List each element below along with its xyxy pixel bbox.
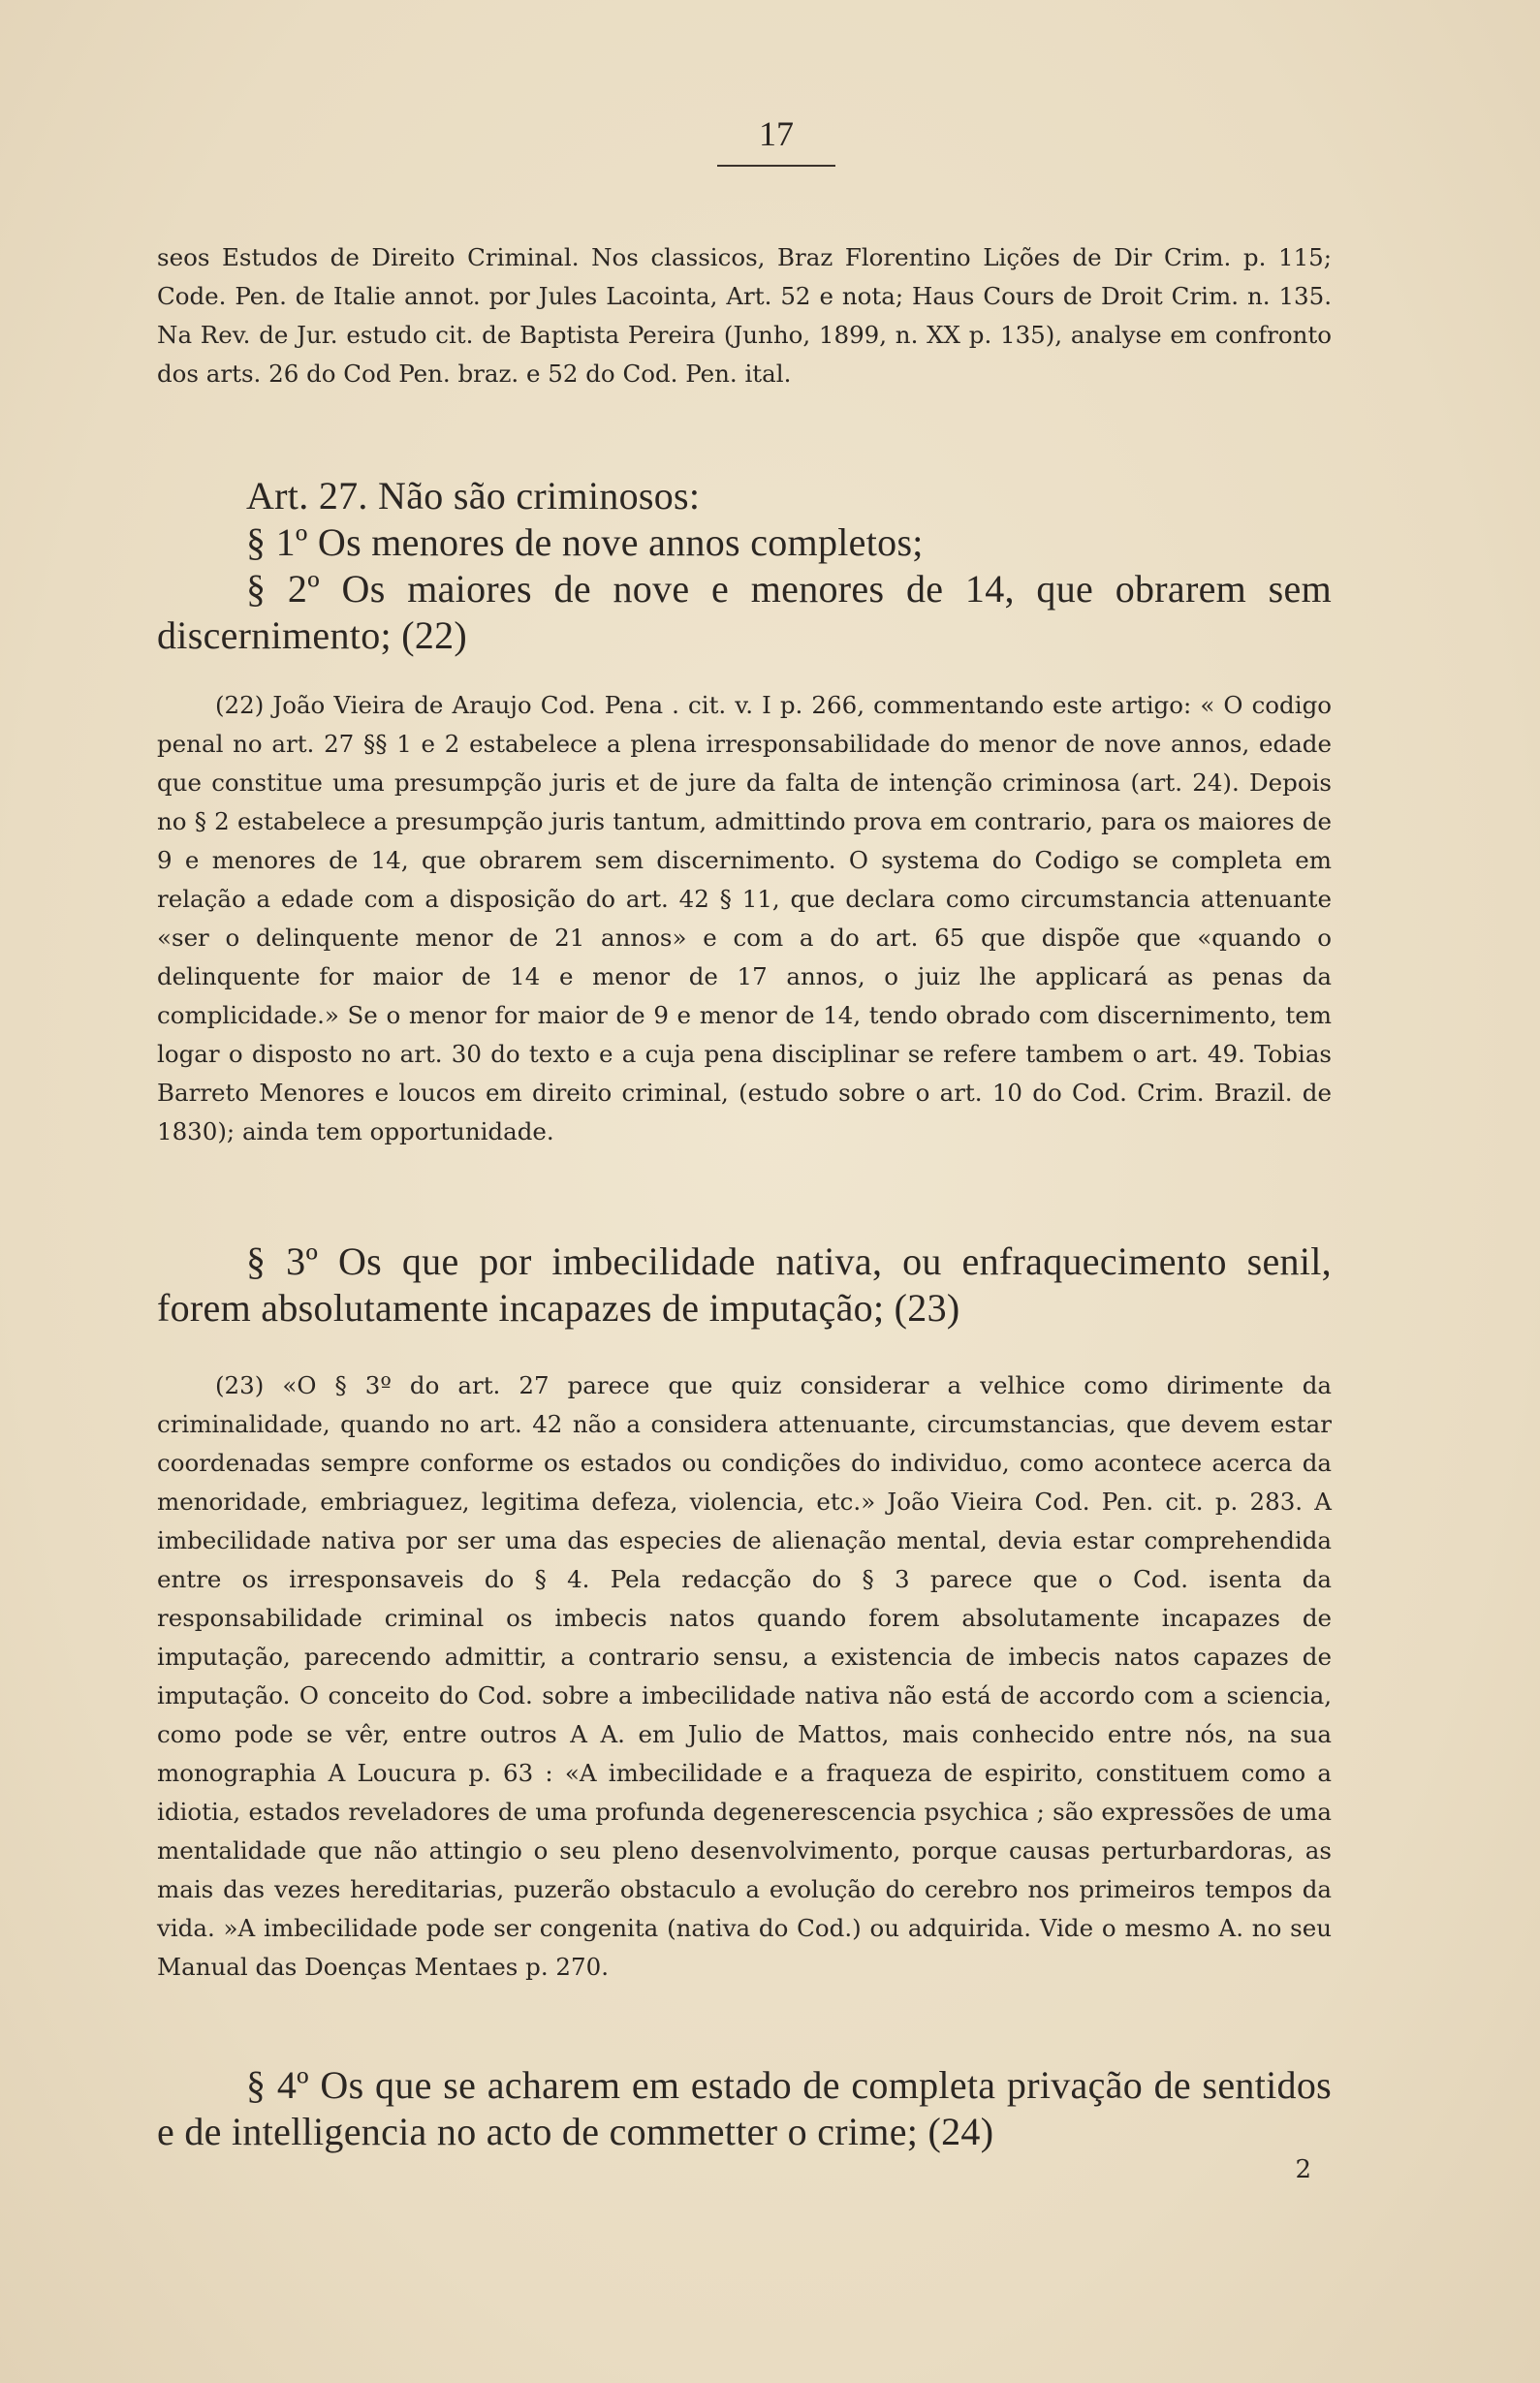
- paragraph-1: § 1º Os menores de nove annos completos;: [246, 520, 924, 564]
- footnote-22: [157, 686, 1332, 1151]
- page-number: 17: [759, 114, 794, 153]
- footnote-23-text: (23) «O § 3º do art. 27 parece que quiz considerar a velhice como dirimente da criminalidade, quando no art. 42 não a considera attenuante, circumstancias, que devem estar coordenadas sempre conforme os estados ou condições do individuo, como acontece acerca da menoridade, embriaguez, legitima defeza, violencia, etc.» João Vieira Cod. Pen. cit. p. 283. A imbecilidade nativa por ser uma das especies de alienação mental, devia estar comprehendida entre os irresponsaveis do § 4. Pela redacção do § 3 parece que o Cod. isenta da responsabilidade criminal os imbecis natos quando forem absolutamente incapazes de imputação, parecendo admittir, a contrario sensu, a existencia de imbecis natos capazes de imputação. O conceito do Cod. sobre a imbecilidade nativa não está de accordo com a sciencia, como pode se vêr, entre outros A A. em Julio de Mattos, mais conhecido entre nós, na sua monographia A Loucura p. 63 : «A imbecilidade e a fraqueza de espirito, constituem como a idiotia, estados reveladores de uma profunda degenerescencia psychica ; são expressões de uma mentalidade que não attingio o seu pleno desenvolvimento, porque causas perturbardoras, as mais das vezes hereditarias, puzerão obstaculo a evolução do cerebro nos primeiros tempos da vida. »A imbecilidade pode ser congenita (nativa do Cod.) ou adquirida. Vide o mesmo A. no seu Manual das Doenças Mentaes p. 270.: [157, 1371, 1332, 1981]
- paragraph-2: § 2º Os maiores de nove e menores de 14, que obrarem sem discernimento; (22): [157, 567, 1332, 657]
- paragraph-3-block: [157, 1239, 1332, 1332]
- article-27-heading-block: [157, 473, 1332, 659]
- signature-mark: 2: [1295, 2155, 1311, 2184]
- footnote-22-text: (22) João Vieira de Araujo Cod. Pena . cit. v. I p. 266, commentando este artigo: « O codigo penal no art. 27 §§ 1 e 2 estabelece a plena irresponsabilidade do menor de nove annos, edade que constitue uma presumpção juris et de jure da falta de intenção criminosa (art. 24). Depois no § 2 estabelece a presumpção juris tantum, admittindo prova em contrario, para os maiores de 9 e menores de 14, que obrarem sem discernimento. O systema do Codigo se completa em relação a edade com a disposição do art. 42 § 11, que declara como circumstancia attenuante «ser o delinquente menor de 21 annos» e com a do art. 65 que dispõe que «quando o delinquente for maior de 14 e menor de 17 annos, o juiz lhe applicará as penas da complicidade.» Se o menor for maior de 9 e menor de 14, tendo obrado com discernimento, tem logar o disposto no art. 30 do texto e a cuja pena disciplinar se refere tambem o art. 49. Tobias Barreto Menores e loucos em direito criminal, (estudo sobre o art. 10 do Cod. Crim. Brazil. de 1830); ainda tem opportunidade.: [157, 691, 1332, 1145]
- page-number-rule: [717, 165, 835, 167]
- footnote-23: [157, 1366, 1332, 1987]
- article-heading: Art. 27. Não são criminosos:: [246, 474, 701, 517]
- paragraph-3: § 3º Os que por imbecilidade nativa, ou enfraquecimento senil, forem absolutamente incapazes de imputação; (23): [157, 1239, 1332, 1330]
- intro-footnote-continuation: [157, 238, 1332, 393]
- paragraph-4: § 4º Os que se acharem em estado de completa privação de sentidos e de intelligencia no acto de commetter o crime; (24): [157, 2063, 1332, 2153]
- intro-text: seos Estudos de Direito Criminal. Nos classicos, Braz Florentino Lições de Dir Crim. p. 115; Code. Pen. de Italie annot. por Jules Lacointa, Art. 52 e nota; Haus Cours de Droit Crim. n. 135. Na Rev. de Jur. estudo cit. de Baptista Pereira (Junho, 1899, n. XX p. 135), analyse em confronto dos arts. 26 do Cod Pen. braz. e 52 do Cod. Pen. ital.: [157, 243, 1332, 388]
- paragraph-4-block: [157, 2062, 1332, 2155]
